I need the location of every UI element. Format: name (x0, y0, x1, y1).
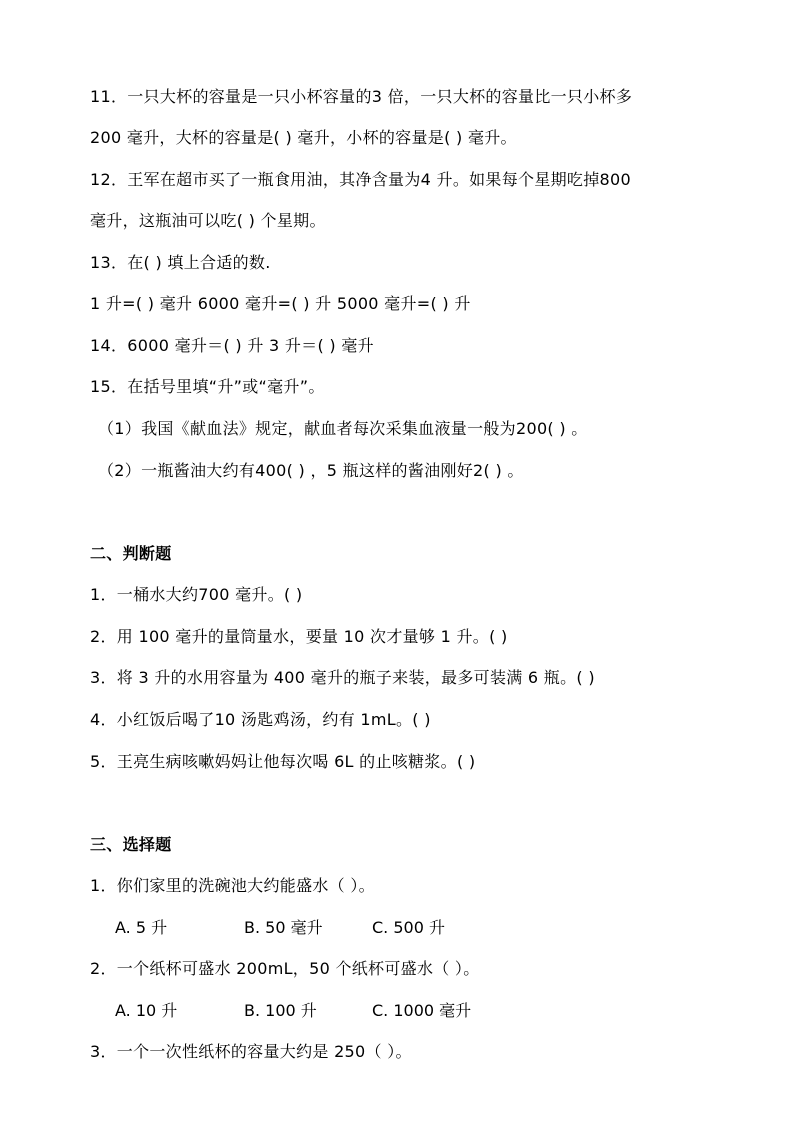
section-heading-judgement: 二、判断题 (90, 544, 172, 563)
question-12-line-2: 毫升，这瓶油可以吃( ) 个星期。 (90, 211, 326, 230)
question-14: 14．6000 毫升＝( ) 升 3 升＝( ) 毫升 (90, 336, 374, 355)
judgement-item-1: 1．一桶水大约700 毫升。( ) (90, 585, 303, 604)
choice-1-option-c: C. 500 升 (372, 918, 445, 937)
question-11-line-2: 200 毫升，大杯的容量是( ) 毫升，小杯的容量是( ) 毫升。 (90, 128, 517, 147)
question-15: 15．在括号里填“升”或“毫升”。 (90, 377, 325, 396)
judgement-item-3: 3．将 3 升的水用容量为 400 毫升的瓶子来装，最多可装满 6 瓶。( ) (90, 668, 595, 687)
choice-question-3: 3．一个一次性纸杯的容量大约是 250（ ）。 (90, 1042, 412, 1061)
question-13-line-2: 1 升=( ) 毫升 6000 毫升=( ) 升 5000 毫升=( ) 升 (90, 294, 471, 313)
question-11-line-1: 11．一只大杯的容量是一只小杯容量的3 倍，一只大杯的容量比一只小杯多 (90, 87, 633, 106)
choice-2-option-a: A. 10 升 (115, 1001, 178, 1020)
question-15-part-1: （1）我国《献血法》规定，献血者每次采集血液量一般为200( ) 。 (98, 419, 588, 438)
choice-1-option-a: A. 5 升 (115, 918, 168, 937)
choice-1-option-b: B. 50 毫升 (244, 918, 323, 937)
question-15-part-2: （2）一瓶酱油大约有400( ) ，5 瓶这样的酱油刚好2( ) 。 (98, 461, 524, 480)
judgement-item-2: 2．用 100 毫升的量筒量水，要量 10 次才量够 1 升。( ) (90, 627, 508, 646)
choice-2-option-c: C. 1000 毫升 (372, 1001, 472, 1020)
choice-question-2: 2．一个纸杯可盛水 200mL，50 个纸杯可盛水（ ）。 (90, 959, 480, 978)
question-13-line-1: 13．在( ) 填上合适的数. (90, 253, 271, 272)
judgement-item-4: 4．小红饭后喝了10 汤匙鸡汤，约有 1mL。( ) (90, 710, 431, 729)
choice-2-option-b: B. 100 升 (244, 1001, 317, 1020)
section-heading-choice: 三、选择题 (90, 835, 172, 854)
choice-question-1: 1．你们家里的洗碗池大约能盛水（ ）。 (90, 876, 375, 895)
question-12-line-1: 12．王军在超市买了一瓶食用油，其净含量为4 升。如果每个星期吃掉800 (90, 170, 631, 189)
judgement-item-5: 5．王亮生病咳嗽妈妈让他每次喝 6L 的止咳糖浆。( ) (90, 752, 476, 771)
